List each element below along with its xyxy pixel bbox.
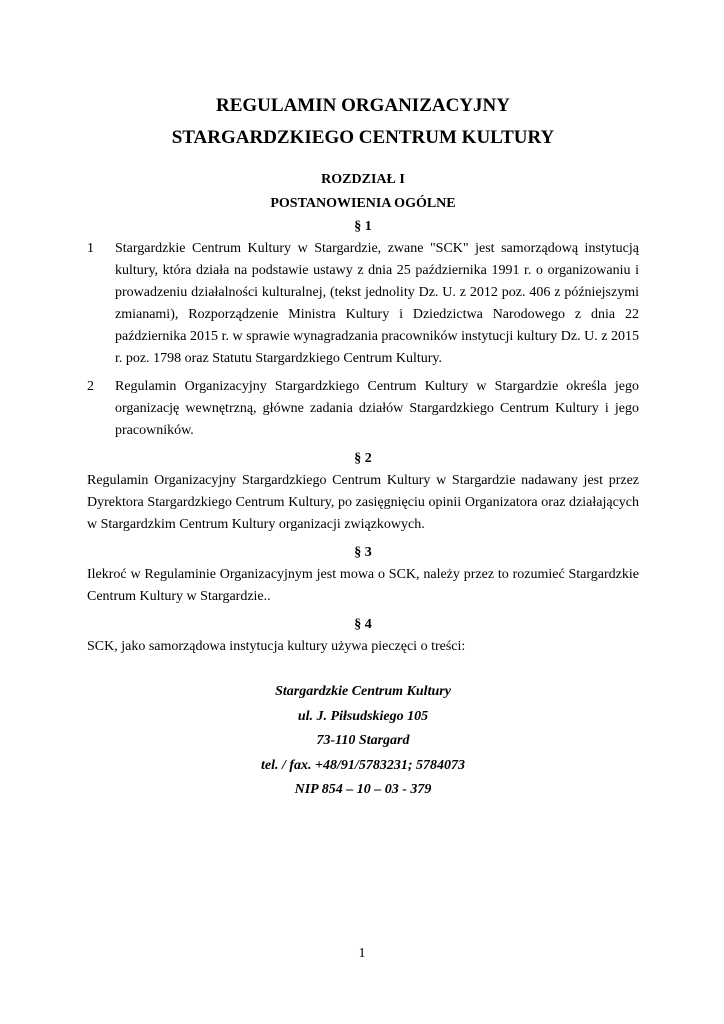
document-body [87, 90, 639, 803]
section-4-sign: § 4 [354, 617, 372, 632]
item-text: Regulamin Organizacyjny Stargardzkiego Centrum Kultury w Stargardzie określa jego organizację wewnętrzną, główne zadania działów Stargardzkiego Centrum Kultury i jego pracowników. [115, 379, 639, 438]
stamp-name: Stargardzkie Centrum Kultury [275, 684, 451, 699]
section-2-sign: § 2 [354, 451, 372, 466]
chapter-label: ROZDZIAŁ I [321, 172, 405, 187]
stamp-street: ul. J. Piłsudskiego 105 [297, 708, 429, 724]
stamp-text-block [87, 680, 639, 803]
section-3-sign: § 3 [354, 545, 372, 560]
stamp-city: 73-110 Stargard [316, 733, 410, 748]
page-number: 1 [358, 946, 366, 961]
document-title-line1: REGULAMIN ORGANIZACYJNY [216, 95, 510, 116]
section-2-text: Regulamin Organizacyjny Stargardzkiego Centrum Kultury w Stargardzie nadawany jest przez Dyrektora Stargardzkiego Centrum Kultury, po zasięgnięciu opinii Organizatora oraz działających w Stargardzkim Centrum Kultury organizacji związkowych. [87, 473, 639, 532]
item-number: 1 [87, 241, 94, 256]
section-1-item-2 [87, 376, 639, 442]
chapter-title: POSTANOWIENIA OGÓLNE [270, 196, 456, 211]
stamp-phone: tel. / fax. +48/91/5783231; 5784073 [261, 757, 465, 773]
item-text: Stargardzkie Centrum Kultury w Stargardzie, zwane "SCK" jest samorządową instytucją kultury, która działa na podstawie ustawy z dnia 25 października 1991 r. o organizowaniu i prowadzeniu działalności kulturalnej, (tekst jednolity Dz. U. z 2012 poz. 406 z późniejszymi zmianami), Rozporządzenie Ministra Kultury i Dziedzictwa Narodowego z dnia 22 października 2015 r. w sprawie wynagradzania pracowników instytucji kultury Dz. U. z 2015 r. poz. 1798 oraz Statutu Stargardzkiego Centrum Kultury. [115, 241, 639, 366]
section-1-sign: § 1 [354, 219, 372, 234]
section-3-text: Ilekroć w Regulaminie Organizacyjnym jest mowa o SCK, należy przez to rozumieć Stargardzkie Centrum Kultury w Stargardzie.. [87, 567, 639, 604]
stamp-nip: NIP 854 – 10 – 03 - 379 [294, 782, 432, 797]
item-number: 2 [87, 379, 94, 394]
section-4-text: SCK, jako samorządowa instytucja kultury używa pieczęci o treści: [87, 639, 466, 654]
document-title-line2: STARGARDZKIEGO CENTRUM KULTURY [171, 127, 555, 148]
section-1-item-1 [87, 238, 639, 370]
